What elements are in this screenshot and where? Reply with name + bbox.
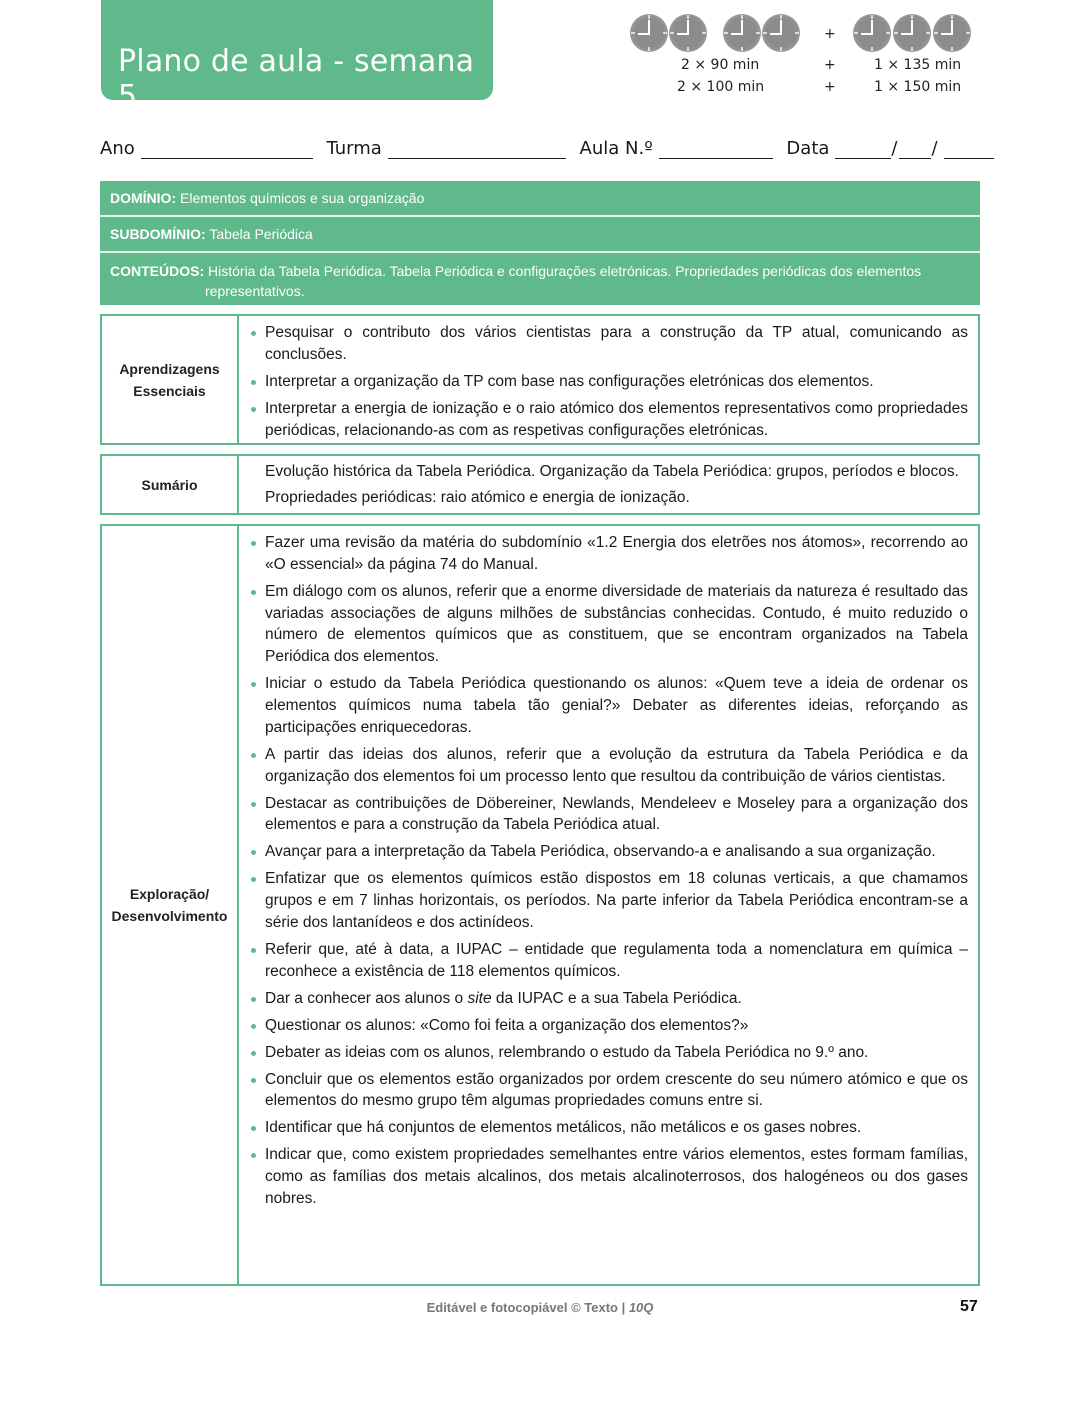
- copyright-text: Editável e fotocopiável © Texto |: [426, 1300, 629, 1315]
- turma-field[interactable]: [388, 141, 566, 159]
- conteudos-label: CONTEÚDOS:: [110, 263, 205, 279]
- aprendizagens-label: [102, 316, 239, 443]
- page-title: Plano de aula - semana 5: [118, 44, 475, 114]
- clock-icon: [669, 14, 707, 52]
- aula-field[interactable]: [659, 141, 773, 159]
- list-item: Indicar que, como existem propriedades semelhantes entre vários elementos, estes formam famílias, como as famílias dos metais alcalinos, dos metais alcalinoterrosos, dos halogéneos ou dos gases nobres.: [251, 1144, 968, 1209]
- dominio-row: [100, 181, 980, 217]
- label-line: Desenvolvimento: [111, 908, 228, 924]
- sumario-line: Evolução histórica da Tabela Periódica. Organização da Tabela Periódica: grupos, períodos e blocos.: [265, 463, 959, 480]
- clock-icon: [630, 14, 668, 52]
- list-item: Questionar os alunos: «Como foi feita a organização dos elementos?»: [251, 1015, 968, 1037]
- data-label: Data: [786, 138, 830, 159]
- date-month-field[interactable]: [899, 141, 931, 159]
- aprendizagens-box: [100, 314, 980, 445]
- date-day-field[interactable]: [835, 141, 891, 159]
- list-item: Referir que, até à data, a IUPAC – entidade que regulamenta toda a nomenclatura em química – reconhece a existência de 118 elementos químicos.: [251, 939, 968, 983]
- form-line: [100, 138, 980, 159]
- plus-sign: +: [824, 26, 836, 42]
- list-item: Destacar as contribuições de Döbereiner, Newlands, Mendeleev e Moseley para a organização dos elementos e para a construção da Tabela Periódica atual.: [251, 793, 968, 837]
- date-year-field[interactable]: [944, 141, 994, 159]
- duration-right-2: 1 × 150 min: [874, 79, 962, 95]
- list-item: Concluir que os elementos estão organizados por ordem crescente do seu número atómico e que os elementos do mesmo grupo têm algumas propriedades comuns entre si.: [251, 1069, 968, 1113]
- duration-op-2: +: [824, 79, 836, 95]
- label-line: Essenciais: [133, 382, 206, 399]
- aprendizagens-list: [239, 316, 978, 443]
- list-item: Enfatizar que os elementos químicos estão dispostos em 18 colunas verticais, a que chamamos grupos e em 7 linhas horizontais, os períodos. Na parte inferior da Tabela Periódica encontram-se a série dos lantanídeos e dos actinídeos.: [251, 868, 968, 933]
- page-number: 57: [960, 1298, 978, 1315]
- clock-icon: [853, 14, 891, 52]
- subdominio-label: SUBDOMÍNIO:: [110, 226, 206, 242]
- conteudos-value-cont: representativos.: [205, 283, 305, 299]
- list-item: Iniciar o estudo da Tabela Periódica questionando os alunos: «Quem teve a ideia de ordenar os elementos químicos numa tabela tão genial?» Debater as diferentes ideias, reforçando as participações enriquecedoras.: [251, 673, 968, 738]
- subdominio-row: [100, 217, 980, 253]
- domain-info-box: [100, 181, 980, 305]
- duration-right-1: 1 × 135 min: [874, 57, 962, 73]
- exploracao-box: [100, 524, 980, 1286]
- sumario-content: [239, 456, 978, 513]
- exploracao-list: [239, 526, 978, 1284]
- italic-term: site: [467, 989, 492, 1007]
- ano-field[interactable]: [141, 141, 313, 159]
- list-item: [251, 988, 968, 1010]
- list-item: Interpretar a energia de ionização e o raio atómico dos elementos representativos como propriedades periódicas, relacionando-as com as respetivas configurações eletrónicas.: [251, 398, 968, 442]
- clock-icon: [723, 14, 761, 52]
- duration-left-2: 2 × 100 min: [677, 79, 765, 95]
- date-separator: /: [891, 138, 898, 159]
- list-item: Identificar que há conjuntos de elementos metálicos, não metálicos e os gases nobres.: [251, 1117, 968, 1139]
- duration-left-1: 2 × 90 min: [681, 57, 760, 73]
- date-separator: /: [931, 138, 938, 159]
- list-item: Em diálogo com os alunos, referir que a enorme diversidade de materiais da natureza é resultado das variadas associações de alguns milhões de substâncias conhecidas. Contudo, é muito reduzido o número de elementos químicos que as constituem, que se encontram organizados na Tabela Periódica dos elementos.: [251, 581, 968, 668]
- text-span: da IUPAC e a sua Tabela Periódica.: [491, 989, 742, 1007]
- list-item: A partir das ideias dos alunos, referir que a evolução da estrutura da Tabela Periódica e da organização dos elementos foi um processo lento que resultou da contribuição de vários cientistas.: [251, 744, 968, 788]
- subdominio-value: Tabela Periódica: [209, 226, 313, 242]
- list-item: Avançar para a interpretação da Tabela Periódica, observando-a e analisando a sua organização.: [251, 841, 968, 863]
- dominio-label: DOMÍNIO:: [110, 190, 177, 206]
- clock-icon: [762, 14, 800, 52]
- duration-op-1: +: [824, 57, 836, 73]
- label-line: Exploração/: [129, 886, 210, 902]
- dominio-value: Elementos químicos e sua organização: [180, 190, 425, 206]
- book-code: 10Q: [628, 1300, 654, 1315]
- exploracao-label: [102, 526, 239, 1284]
- title-banner: [101, 0, 493, 114]
- list-item: Fazer uma revisão da matéria do subdomínio «1.2 Energia dos eletrões nos átomos», recorrendo ao «O essencial» da página 74 do Manual.: [251, 532, 968, 576]
- sumario-label: Sumário: [102, 456, 239, 513]
- ano-label: Ano: [100, 138, 135, 159]
- list-item: Pesquisar o contributo dos vários cientistas para a construção da TP atual, comunicando as conclusões.: [251, 322, 968, 366]
- conteudos-row: [100, 253, 980, 305]
- footer-copyright: [0, 1300, 1080, 1315]
- clock-icon: [933, 14, 971, 52]
- turma-label: Turma: [326, 138, 382, 159]
- label-line: Aprendizagens: [119, 360, 220, 377]
- text-span: Dar a conhecer aos alunos o: [265, 989, 468, 1007]
- aula-label: Aula N.º: [579, 138, 653, 159]
- conteudos-value: História da Tabela Periódica. Tabela Periódica e configurações eletrónicas. Propriedades periódicas dos elementos: [208, 263, 922, 279]
- list-item: Debater as ideias com os alunos, relembrando o estudo da Tabela Periódica no 9.º ano.: [251, 1042, 968, 1064]
- clock-icon: [893, 14, 931, 52]
- list-item: Interpretar a organização da TP com base nas configurações eletrónicas dos elementos.: [251, 371, 968, 393]
- sumario-line: Propriedades periódicas: raio atómico e energia de ionização.: [265, 488, 690, 506]
- sumario-box: [100, 454, 980, 515]
